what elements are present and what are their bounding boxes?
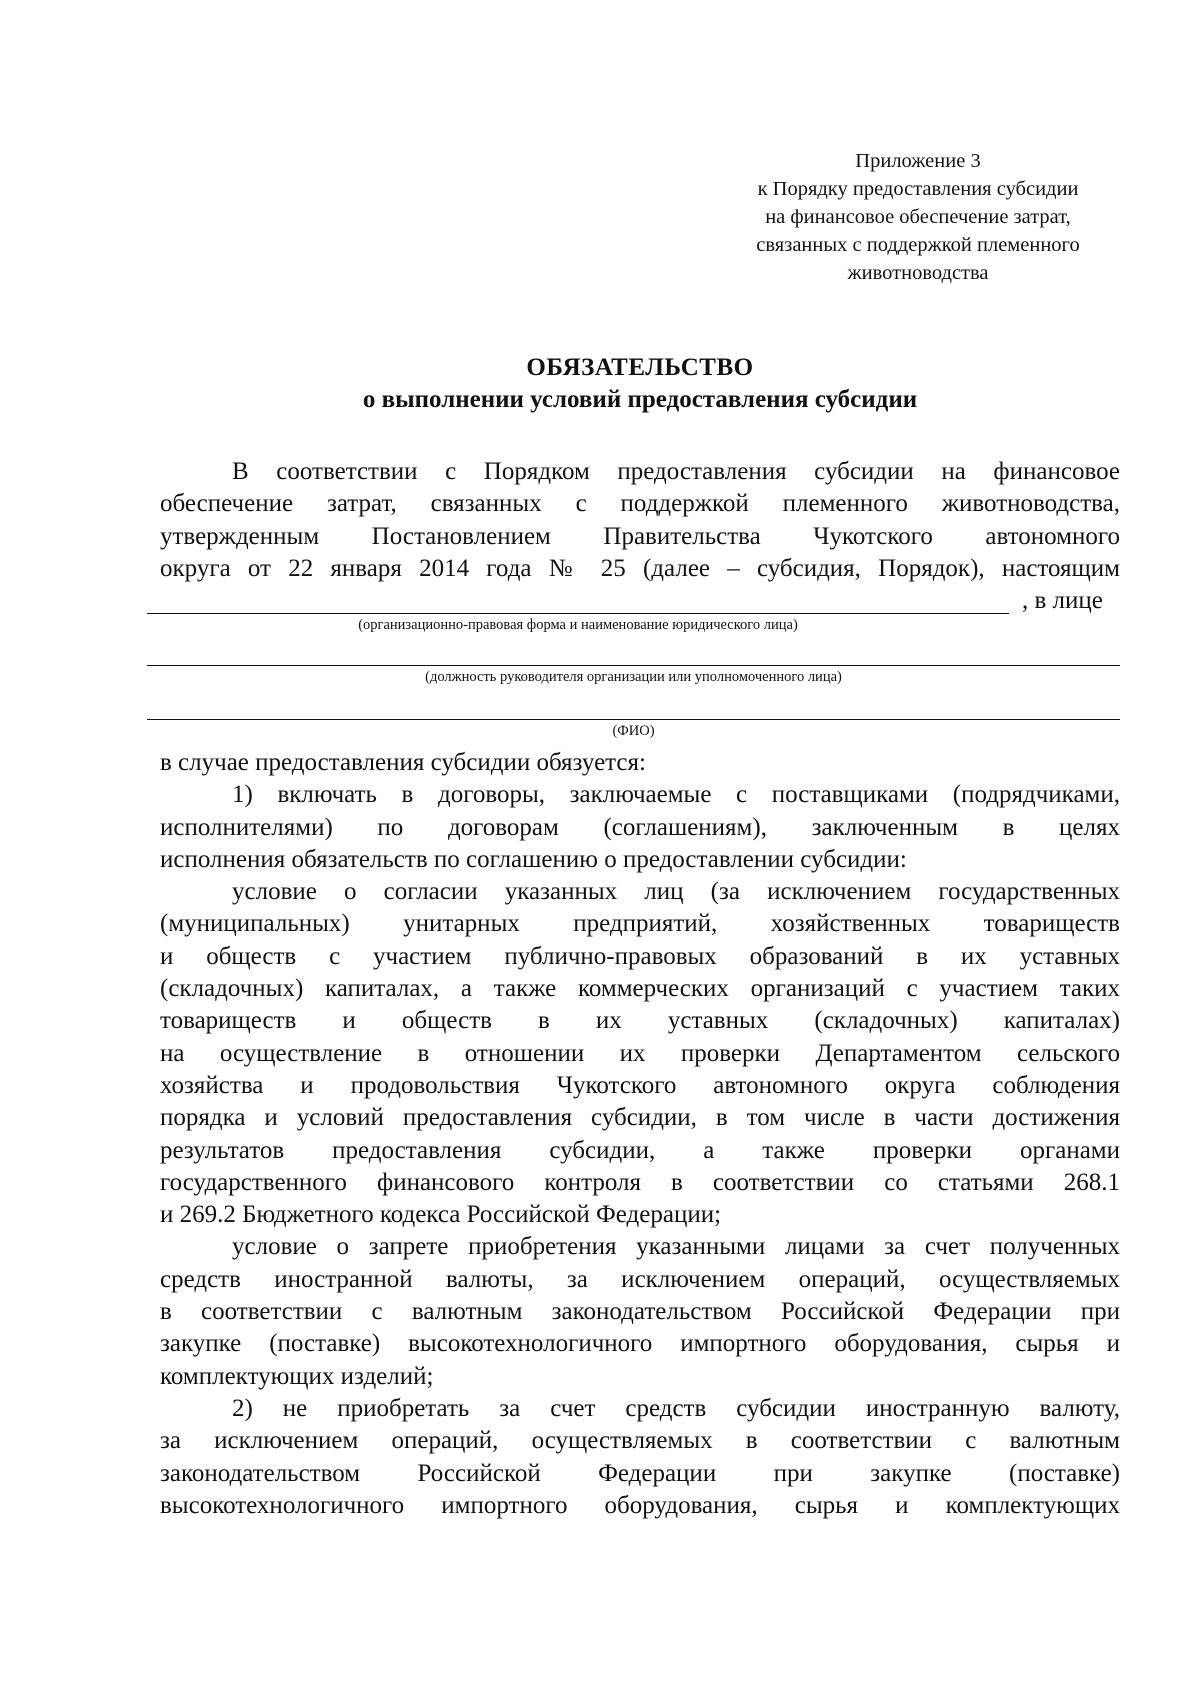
text-line: на осуществление в отношении их проверки Департаментом сельского xyxy=(160,1039,1120,1067)
text-line: результатов предоставления субсидии, а также проверки органами xyxy=(160,1136,1120,1164)
fio-caption: (ФИО) xyxy=(612,723,655,739)
org-name-caption: (организационно-правовая форма и наименование юридического лица) xyxy=(358,617,798,633)
text-line: средств иностранной валюты, за исключением операций, осуществляемых xyxy=(160,1265,1120,1293)
annex-line: Приложение 3 xyxy=(855,150,981,172)
text-line: товариществ и обществ в их уставных (складочных) капиталах) xyxy=(160,1007,1120,1035)
text-line: и 269.2 Бюджетного кодекса Российской Федерации; xyxy=(160,1201,722,1229)
obligations-text xyxy=(160,747,1120,1522)
text-line: утвержденным Постановлением Правительства Чукотского автономного xyxy=(160,522,1120,550)
text-line: в случае предоставления субсидии обязуется: xyxy=(160,749,646,776)
text-line: округа от 22 января 2014 года № 25 (далее – субсидия, Порядок), настоящим xyxy=(160,554,1120,582)
document-title: ОБЯЗАТЕЛЬСТВО xyxy=(526,354,754,381)
text-line: закупке (поставке) высокотехнологичного импортного оборудования, сырья и xyxy=(160,1330,1120,1358)
text-line: комплектующих изделий; xyxy=(160,1362,434,1390)
annex-line: к Порядку предоставления субсидии xyxy=(757,178,1079,200)
annex-header xyxy=(718,147,1118,287)
text-line: 2) не приобретать за счет средств субсидии иностранную валюту, xyxy=(232,1394,1120,1422)
v-lice-text: , в лице xyxy=(1022,587,1103,614)
text-line: государственного финансового контроля в соответствии со статьями 268.1 xyxy=(160,1168,1120,1196)
annex-line: связанных с поддержкой племенного xyxy=(756,234,1080,256)
text-line: хозяйства и продовольствия Чукотского автономного округа соблюдения xyxy=(160,1071,1120,1099)
text-line: порядка и условий предоставления субсидии, в том числе в части достижения xyxy=(160,1104,1120,1132)
text-line: (муниципальных) унитарных предприятий, хозяйственных товариществ xyxy=(160,910,1120,938)
org-name-field-line xyxy=(147,613,1009,614)
text-line: исполнителями) по договорам (соглашениям), заключенным в целях xyxy=(160,813,1120,841)
text-line: законодательством Российской Федерации при закупке (поставке) xyxy=(160,1459,1120,1487)
text-line: обеспечение затрат, связанных с поддержкой племенного животноводства, xyxy=(160,490,1120,518)
text-line: за исключением операций, осуществляемых в соответствии с валютным xyxy=(160,1427,1120,1455)
annex-line: животноводства xyxy=(847,262,989,284)
text-line: В соответствии с Порядком предоставления субсидии на финансовое xyxy=(232,458,1120,485)
text-line: условие о запрете приобретения указанными лицами за счет полученных xyxy=(232,1233,1120,1261)
text-line: и обществ с участием публично-правовых образований в их уставных xyxy=(160,942,1120,970)
position-caption: (должность руководителя организации или уполномоченного лица) xyxy=(425,669,842,685)
text-line: (складочных) капиталах, а также коммерческих организаций с участием таких xyxy=(160,975,1120,1003)
position-field-line xyxy=(147,665,1120,666)
text-line: 1) включать в договоры, заключаемые с поставщиками (подрядчиками, xyxy=(232,781,1120,809)
document-subtitle: о выполнении условий предоставления субсидии xyxy=(362,386,918,413)
intro-paragraph xyxy=(160,456,1120,585)
text-line: в соответствии с валютным законодательством Российской Федерации при xyxy=(160,1298,1120,1326)
text-line: условие о согласии указанных лиц (за исключением государственных xyxy=(232,878,1120,906)
annex-line: на финансовое обеспечение затрат, xyxy=(765,206,1071,228)
text-line: высокотехнологичного импортного оборудования, сырья и комплектующих xyxy=(160,1491,1120,1519)
text-line: исполнения обязательств по соглашению о предоставлении субсидии: xyxy=(160,845,907,873)
fio-field-line xyxy=(147,719,1120,720)
